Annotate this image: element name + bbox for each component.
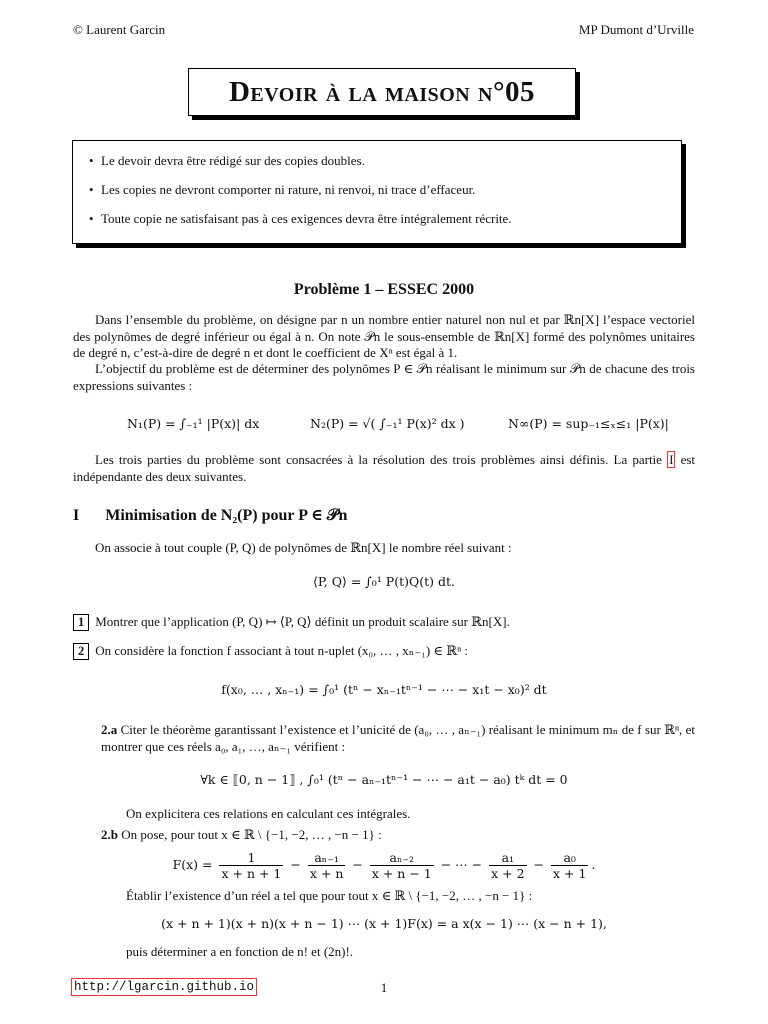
q2b-establish: Établir l’existence d’un réel a tel que pour tout x ∈ ℝ \ {−1, −2, … , −n − 1} :: [126, 888, 533, 903]
fraction-denominator: x + n − 1: [371, 866, 432, 881]
fraction-term: [219, 850, 283, 881]
intro-text-b: est indépendante des deux suivantes.: [73, 452, 696, 484]
operator: −: [533, 857, 545, 872]
footer-url[interactable]: http://lgarcin.github.io: [71, 978, 257, 996]
operator: − ⋯ −: [440, 857, 483, 872]
f-definition: [0, 850, 768, 881]
question-1: [73, 614, 695, 631]
fraction-denominator: x + 1: [553, 866, 587, 881]
scalar-product-formula: ⟨P, Q⟩ = ∫₀¹ P(t)Q(t) dt.: [313, 574, 455, 589]
fraction-numerator: a₀: [551, 850, 588, 866]
subquestion-text: On pose, pour tout x ∈ ℝ \ {−1, −2, … , −n − 1} :: [121, 827, 382, 842]
fraction-numerator: aₙ₋₁: [308, 850, 346, 866]
fraction-term: [489, 850, 526, 881]
header-author: © Laurent Garcin: [73, 22, 166, 37]
question-number: 2: [73, 643, 89, 660]
q2b-last: puis déterminer a en fonction de n! et (2n)!.: [126, 944, 354, 959]
s1-intro: On associe à tout couple (P, Q) de polynômes de ℝn[X] le nombre réel suivant :: [95, 540, 512, 555]
question-text: On considère la fonction f associant à tout n-uplet (x₀, … , xₙ₋₁) ∈ ℝⁿ :: [95, 643, 469, 658]
intro-paragraph-1: Dans l’ensemble du problème, on désigne par n un nombre entier naturel non nul et par ℝn[X] l’espace vectoriel des polynômes de degré inférieur ou égal à n. On note 𝒫n le sous-ensemble de ℝn[X] formé des polynômes unitaires de degré n, c’est-à-dire de degré n et dont le coefficient de Xⁿ est égal à 1.: [73, 312, 695, 360]
function-f-formula: f(x₀, … , xₙ₋₁) = ∫₀¹ (tⁿ − xₙ₋₁tⁿ⁻¹ − ⋯ − x₁t − x₀)² dt: [221, 682, 547, 697]
formula-ninf: N∞(P) = sup₋₁≤ₓ≤₁ |P(x)|: [508, 416, 669, 431]
formula-n2: N₂(P) = √( ∫₋₁¹ P(x)² dx ): [310, 416, 465, 431]
fraction-term: [308, 850, 346, 881]
operator: −: [352, 857, 363, 872]
rule-item: • Le devoir devra être rédigé sur des copies doubles.: [101, 153, 681, 169]
formula-n1: N₁(P) = ∫₋₁¹ |P(x)| dx: [127, 416, 260, 431]
subquestion-label: 2.a: [101, 722, 118, 737]
identity-formula: (x + n + 1)(x + n)(x + n − 1) ⋯ (x + 1)F(x) = a x(x − 1) ⋯ (x − n + 1),: [161, 916, 607, 931]
fraction-term: [370, 850, 434, 881]
header-school: MP Dumont d’Urville: [578, 22, 694, 37]
fraction-denominator: x + 2: [491, 866, 525, 881]
orthogonality-formula: ∀k ∈ ⟦0, n − 1⟧ , ∫₀¹ (tⁿ − aₙ₋₁tⁿ⁻¹ − ⋯ − a₁t − a₀) tᵏ dt = 0: [200, 772, 568, 787]
problem-title: Problème 1 – ESSEC 2000: [293, 281, 475, 298]
fraction-numerator: a₁: [489, 850, 526, 866]
rules-box: [72, 140, 682, 244]
fraction-term: [551, 850, 588, 881]
operator: −: [290, 857, 301, 872]
subquestion-label: 2.b: [101, 827, 118, 842]
fraction-numerator: aₙ₋₂: [370, 850, 434, 866]
f-lhs: F(x) =: [172, 857, 213, 872]
question-2a: [101, 722, 695, 755]
question-2b: [101, 827, 695, 844]
operator: .: [591, 857, 596, 872]
section-number: I: [73, 507, 80, 524]
page-number: 1: [380, 980, 388, 995]
subquestion-text: Citer le théorème garantissant l’existence et l’unicité de (a₀, … , aₙ₋₁) réalisant le minimum mₙ de f sur ℝⁿ, et montrer que ces réels a₀, a₁, …, aₙ₋₁ vérifient :: [101, 722, 695, 754]
section-heading: [73, 505, 347, 525]
question-2: [73, 643, 695, 660]
rule-item: • Toute copie ne satisfaisant pas à ces exigences devra être intégralement récrite.: [101, 211, 681, 227]
part-reference-link[interactable]: I: [669, 452, 674, 467]
q2a-note: On explicitera ces relations en calculant ces intégrales.: [126, 806, 411, 821]
fraction-numerator: 1: [219, 850, 283, 866]
intro-text-a: Les trois parties du problème sont consacrées à la résolution des trois problèmes ainsi définis. La partie: [95, 452, 662, 467]
question-text: Montrer que l’application (P, Q) ↦ ⟨P, Q⟩ définit un produit scalaire sur ℝn[X].: [95, 614, 510, 629]
page-title: Devoir à la maison n°05: [188, 68, 576, 116]
fraction-denominator: x + n + 1: [221, 866, 282, 881]
intro-paragraph-2: L’objectif du problème est de déterminer des polynômes P ∈ 𝒫n réalisant le minimum sur 𝒫n de chacune des trois expressions suivantes :: [73, 361, 695, 393]
fraction-denominator: x + n: [309, 866, 344, 881]
section-title: Minimisation de N₂(P) pour P ∈ 𝒫n: [105, 507, 348, 524]
question-number: 1: [73, 614, 89, 631]
rule-item: • Les copies ne devront comporter ni rature, ni renvoi, ni trace d’effaceur.: [101, 182, 681, 198]
intro-paragraph-3: [73, 452, 695, 485]
